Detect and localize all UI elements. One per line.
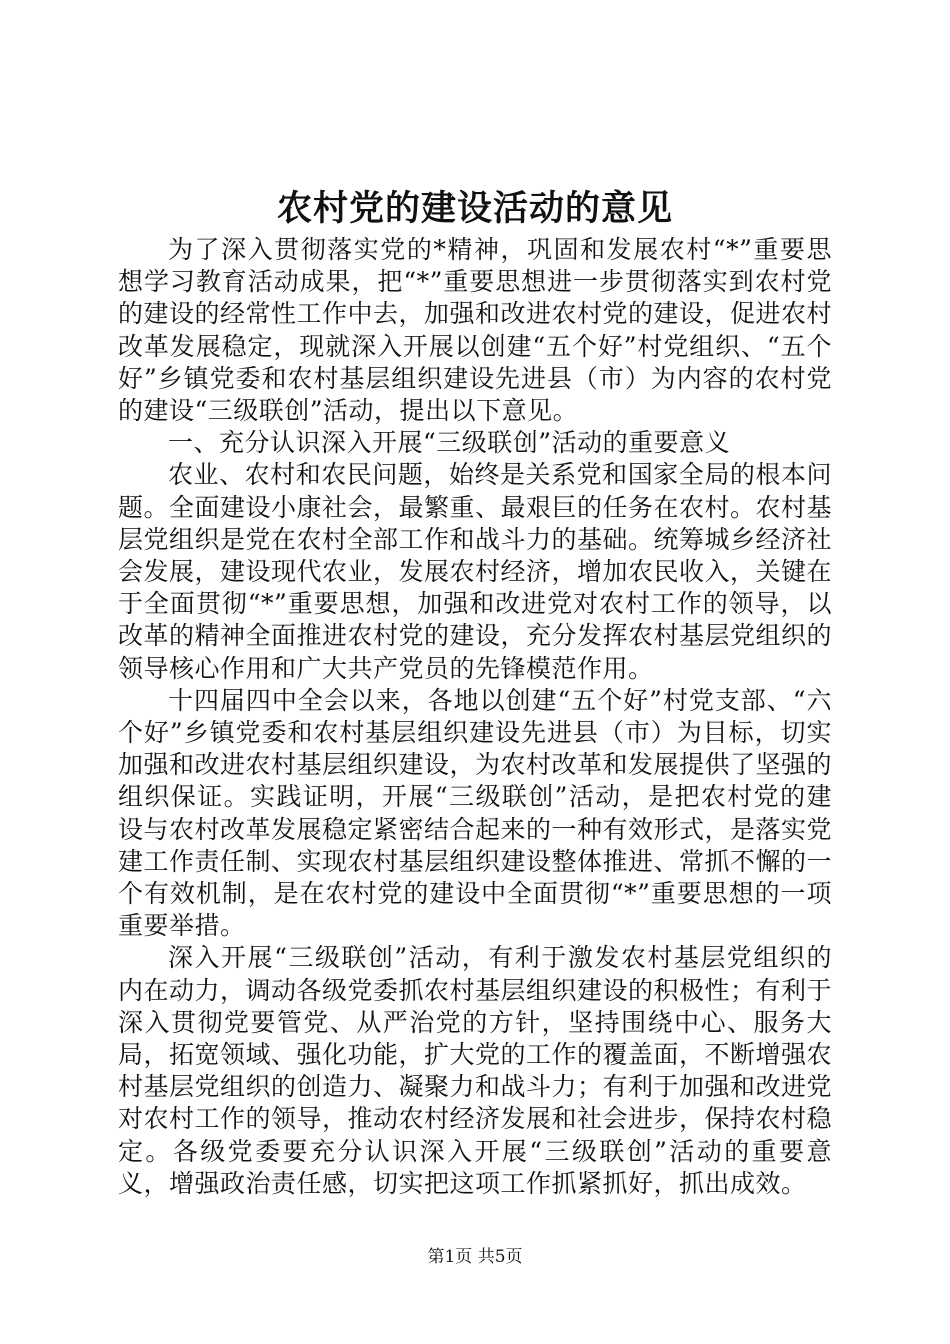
body-paragraph: 十四届四中全会以来，各地以创建“五个好”村党支部、“六个好”乡镇党委和农村基层组织建设先进县（市）为目标，切实加强和改进农村基层组织建设，为农村改革和发展提供了坚强的组织保证。实践证明，开展“三级联创”活动，是把农村党的建设与农村改革发展稳定紧密结合起来的一种有效形式，是落实党建工作责任制、实现农村基层组织建设整体推进、常抓不懈的一个有效机制，是在农村党的建设中全面贯彻“*”重要思想的一项重要举措。 xyxy=(118,685,833,941)
page-number-footer: 第1页 共5页 xyxy=(427,1247,523,1267)
section-heading: 一、充分认识深入开展“三级联创”活动的重要意义 xyxy=(168,428,731,458)
body-paragraph: 农业、农村和农民问题，始终是关系党和国家全局的根本问题。全面建设小康社会，最繁重、最艰巨的任务在农村。农村基层党组织是党在农村全部工作和战斗力的基础。统筹城乡经济社会发展，建设现代农业，发展农村经济，增加农民收入，关键在于全面贯彻“*”重要思想，加强和改进党对农村工作的领导，以改革的精神全面推进农村党的建设，充分发挥农村基层党组织的领导核心作用和广大共产党员的先锋模范作用。 xyxy=(118,460,833,683)
document-title: 农村党的建设活动的意见 xyxy=(276,188,673,229)
document-body xyxy=(118,234,832,1200)
body-paragraph: 深入开展“三级联创”活动，有利于激发农村基层党组织的内在动力，调动各级党委抓农村基层组织建设的积极性；有利于深入贯彻党要管党、从严治党的方针，坚持围绕中心、服务大局，拓宽领域、强化功能，扩大党的工作的覆盖面，不断增强农村基层党组织的创造力、凝聚力和战斗力；有利于加强和改进党对农村工作的领导，推动农村经济发展和社会进步，保持农村稳定。各级党委要充分认识深入开展“三级联创”活动的重要意义，增强政治责任感，切实把这项工作抓紧抓好，抓出成效。 xyxy=(118,943,833,1198)
intro-paragraph: 为了深入贯彻落实党的*精神，巩固和发展农村“*”重要思想学习教育活动成果，把“*”重要思想进一步贯彻落实到农村党的建设的经常性工作中去，加强和改进农村党的建设，促进农村改革发展稳定，现就深入开展以创建“五个好”村党组织、“五个好”乡镇党委和农村基层组织建设先进县（市）为内容的农村党的建设“三级联创”活动，提出以下意见。 xyxy=(118,235,833,426)
